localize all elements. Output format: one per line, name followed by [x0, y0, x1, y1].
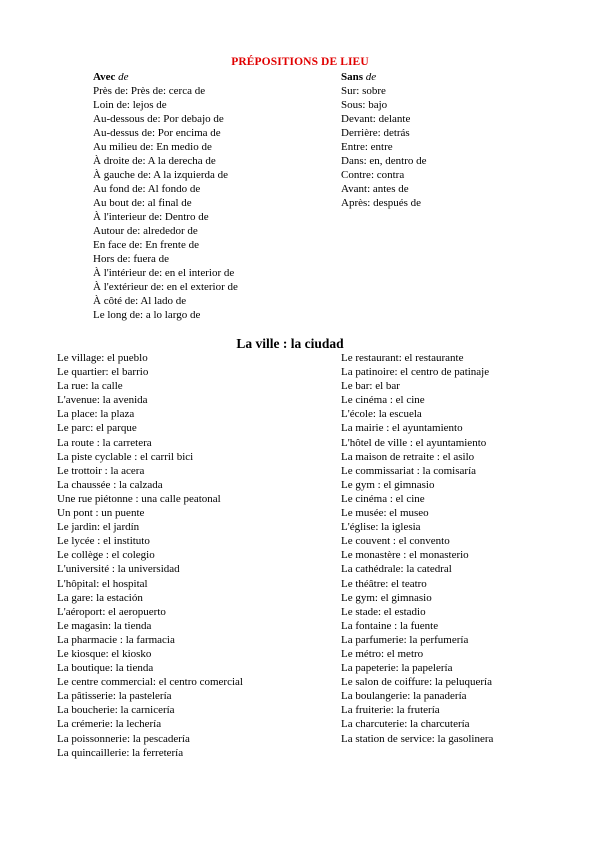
city-vocab-item: L'hôpital: el hospital — [57, 577, 148, 590]
city-vocab-item: Le lycée : el instituto — [57, 535, 150, 548]
city-vocab-item: La charcuterie: la charcutería — [341, 718, 470, 731]
city-vocab-item: Le restaurant: el restaurante — [341, 352, 464, 364]
city-vocab-item: Le quartier: el barrio — [57, 366, 149, 379]
city-vocab-item: La boutique: la tienda — [57, 662, 154, 675]
sans-de-header — [341, 70, 427, 84]
city-vocab-item: La boucherie: la carnicería — [57, 704, 175, 717]
city-vocab-item: L'aéroport: el aeropuerto — [57, 605, 166, 618]
city-vocab-item: La crémerie: la lechería — [57, 718, 162, 731]
city-vocab-item: L'université : la universidad — [57, 563, 180, 576]
city-vocab-item: Le commissariat : la comisaría — [341, 464, 477, 477]
city-vocab-item: Un pont : un puente — [57, 507, 145, 520]
city-vocab-item: La fontaine : la fuente — [341, 619, 439, 632]
city-vocab-item: La fruiterie: la frutería — [341, 704, 440, 717]
avec-de-column — [93, 70, 238, 322]
avec-header-de: de — [118, 71, 129, 83]
city-vocab-item: La quincaillerie: la ferretería — [57, 746, 184, 759]
avec-preposition-item: À l'interieur de: Dentro de — [93, 211, 209, 223]
avec-preposition-item: Au fond de: Al fondo de — [93, 183, 201, 195]
city-vocab-item: Le gym: el gimnasio — [341, 591, 432, 604]
sans-preposition-item: Après: después de — [341, 197, 422, 209]
city-vocab-item: La piste cyclable : el carril bici — [57, 450, 194, 463]
city-vocab-item: Le gym : el gimnasio — [341, 478, 435, 491]
prepositions-title: PRÉPOSITIONS DE LIEU — [231, 56, 369, 68]
city-vocab-item: Le métro: el metro — [341, 647, 424, 660]
city-vocab-item: Le musée: el museo — [341, 507, 429, 520]
avec-preposition-item: Le long de: a lo largo de — [93, 309, 201, 321]
city-vocab-item: La poissonnerie: la pescadería — [57, 732, 190, 745]
sans-preposition-item: Entre: entre — [341, 141, 393, 153]
city-vocab-item: La chaussée : la calzada — [57, 478, 163, 491]
city-vocabulary-left-column — [57, 351, 243, 760]
city-vocab-item: La papeterie: la papelería — [341, 662, 453, 675]
city-vocab-item: Le stade: el estadio — [341, 605, 426, 618]
avec-preposition-item: Près de: Près de: cerca de — [93, 85, 206, 97]
city-vocab-item: La station de service: la gasolinera — [341, 732, 494, 745]
city-vocab-item: La parfumerie: la perfumería — [341, 633, 469, 646]
city-vocab-item: La place: la plaza — [57, 408, 135, 421]
city-vocab-item: La patinoire: el centro de patinaje — [341, 366, 490, 379]
city-vocab-item: Le bar: el bar — [341, 380, 400, 393]
sans-preposition-item: Sur: sobre — [341, 85, 386, 97]
city-vocab-item: Le village: el pueblo — [57, 352, 148, 364]
avec-preposition-item: À l'extérieur de: en el exterior de — [93, 281, 238, 293]
sans-preposition-item: Sous: bajo — [341, 99, 388, 111]
city-vocab-item: L'église: la iglesia — [341, 521, 421, 534]
city-vocab-item: La pharmacie : la farmacia — [57, 633, 175, 646]
city-vocab-item: Le cinéma : el cine — [341, 394, 425, 407]
city-vocab-item: Une rue piétonne : una calle peatonal — [57, 492, 221, 505]
sans-de-column — [341, 70, 427, 210]
avec-de-header — [93, 70, 238, 84]
sans-preposition-item: Derrière: detrás — [341, 127, 410, 139]
city-vocab-item: Le couvent : el convento — [341, 535, 450, 548]
avec-preposition-item: À côté de: Al lado de — [93, 295, 187, 307]
city-vocab-item: Le magasin: la tienda — [57, 619, 152, 632]
avec-preposition-item: En face de: En frente de — [93, 239, 199, 251]
city-vocab-item: Le théâtre: el teatro — [341, 577, 427, 590]
sans-header-label: Sans — [341, 71, 366, 83]
city-vocab-item: La pâtisserie: la pastelería — [57, 690, 172, 703]
sans-preposition-item: Devant: delante — [341, 113, 411, 125]
city-vocab-item: Le collège : el colegio — [57, 549, 155, 562]
city-vocab-item: Le trottoir : la acera — [57, 464, 145, 477]
avec-preposition-item: À l'intérieur de: en el interior de — [93, 267, 235, 279]
city-vocab-item: La gare: la estación — [57, 591, 143, 604]
city-vocab-item: Le jardin: el jardín — [57, 521, 140, 534]
city-vocab-item: L'hôtel de ville : el ayuntamiento — [341, 436, 487, 449]
city-vocab-item: Le kiosque: el kiosko — [57, 647, 152, 660]
avec-preposition-item: Autour de: alrededor de — [93, 225, 198, 237]
sans-preposition-item: Avant: antes de — [341, 183, 409, 195]
city-vocabulary-right-column — [341, 351, 493, 746]
city-vocab-item: Le centre commercial: el centro comercial — [57, 676, 243, 689]
avec-preposition-item: Au milieu de: En medio de — [93, 141, 212, 153]
city-vocab-item: Le cinéma : el cine — [341, 492, 425, 505]
avec-preposition-item: À gauche de: A la izquierda de — [93, 169, 229, 181]
avec-preposition-item: Au-dessous de: Por debajo de — [93, 113, 224, 125]
avec-preposition-item: À droite de: A la derecha de — [93, 155, 216, 167]
city-vocab-item: La boulangerie: la panadería — [341, 690, 467, 703]
city-vocab-item: La cathédrale: la catedral — [341, 563, 452, 576]
city-vocab-item: La mairie : el ayuntamiento — [341, 422, 463, 435]
city-vocab-item: L'école: la escuela — [341, 408, 422, 421]
city-vocab-item: Le parc: el parque — [57, 422, 137, 435]
city-vocabulary-title: La ville : la ciudad — [236, 336, 344, 351]
sans-header-de: de — [365, 71, 377, 83]
city-vocab-item: La rue: la calle — [57, 380, 123, 393]
sans-preposition-item: Contre: contra — [341, 169, 405, 181]
city-vocab-item: La route : la carretera — [57, 436, 152, 449]
avec-header-label: Avec — [93, 71, 119, 83]
city-vocab-item: Le salon de coiffure: la peluquería — [341, 676, 492, 689]
avec-preposition-item: Hors de: fuera de — [93, 253, 170, 265]
avec-preposition-item: Loin de: lejos de — [93, 99, 167, 111]
city-vocab-item: Le monastère : el monasterio — [341, 549, 469, 562]
avec-preposition-item: Au-dessus de: Por encima de — [93, 127, 221, 139]
city-vocab-item: L'avenue: la avenida — [57, 394, 148, 407]
city-vocab-item: La maison de retraite : el asilo — [341, 450, 475, 463]
sans-preposition-item: Dans: en, dentro de — [341, 155, 427, 167]
avec-preposition-item: Au bout de: al final de — [93, 197, 192, 209]
